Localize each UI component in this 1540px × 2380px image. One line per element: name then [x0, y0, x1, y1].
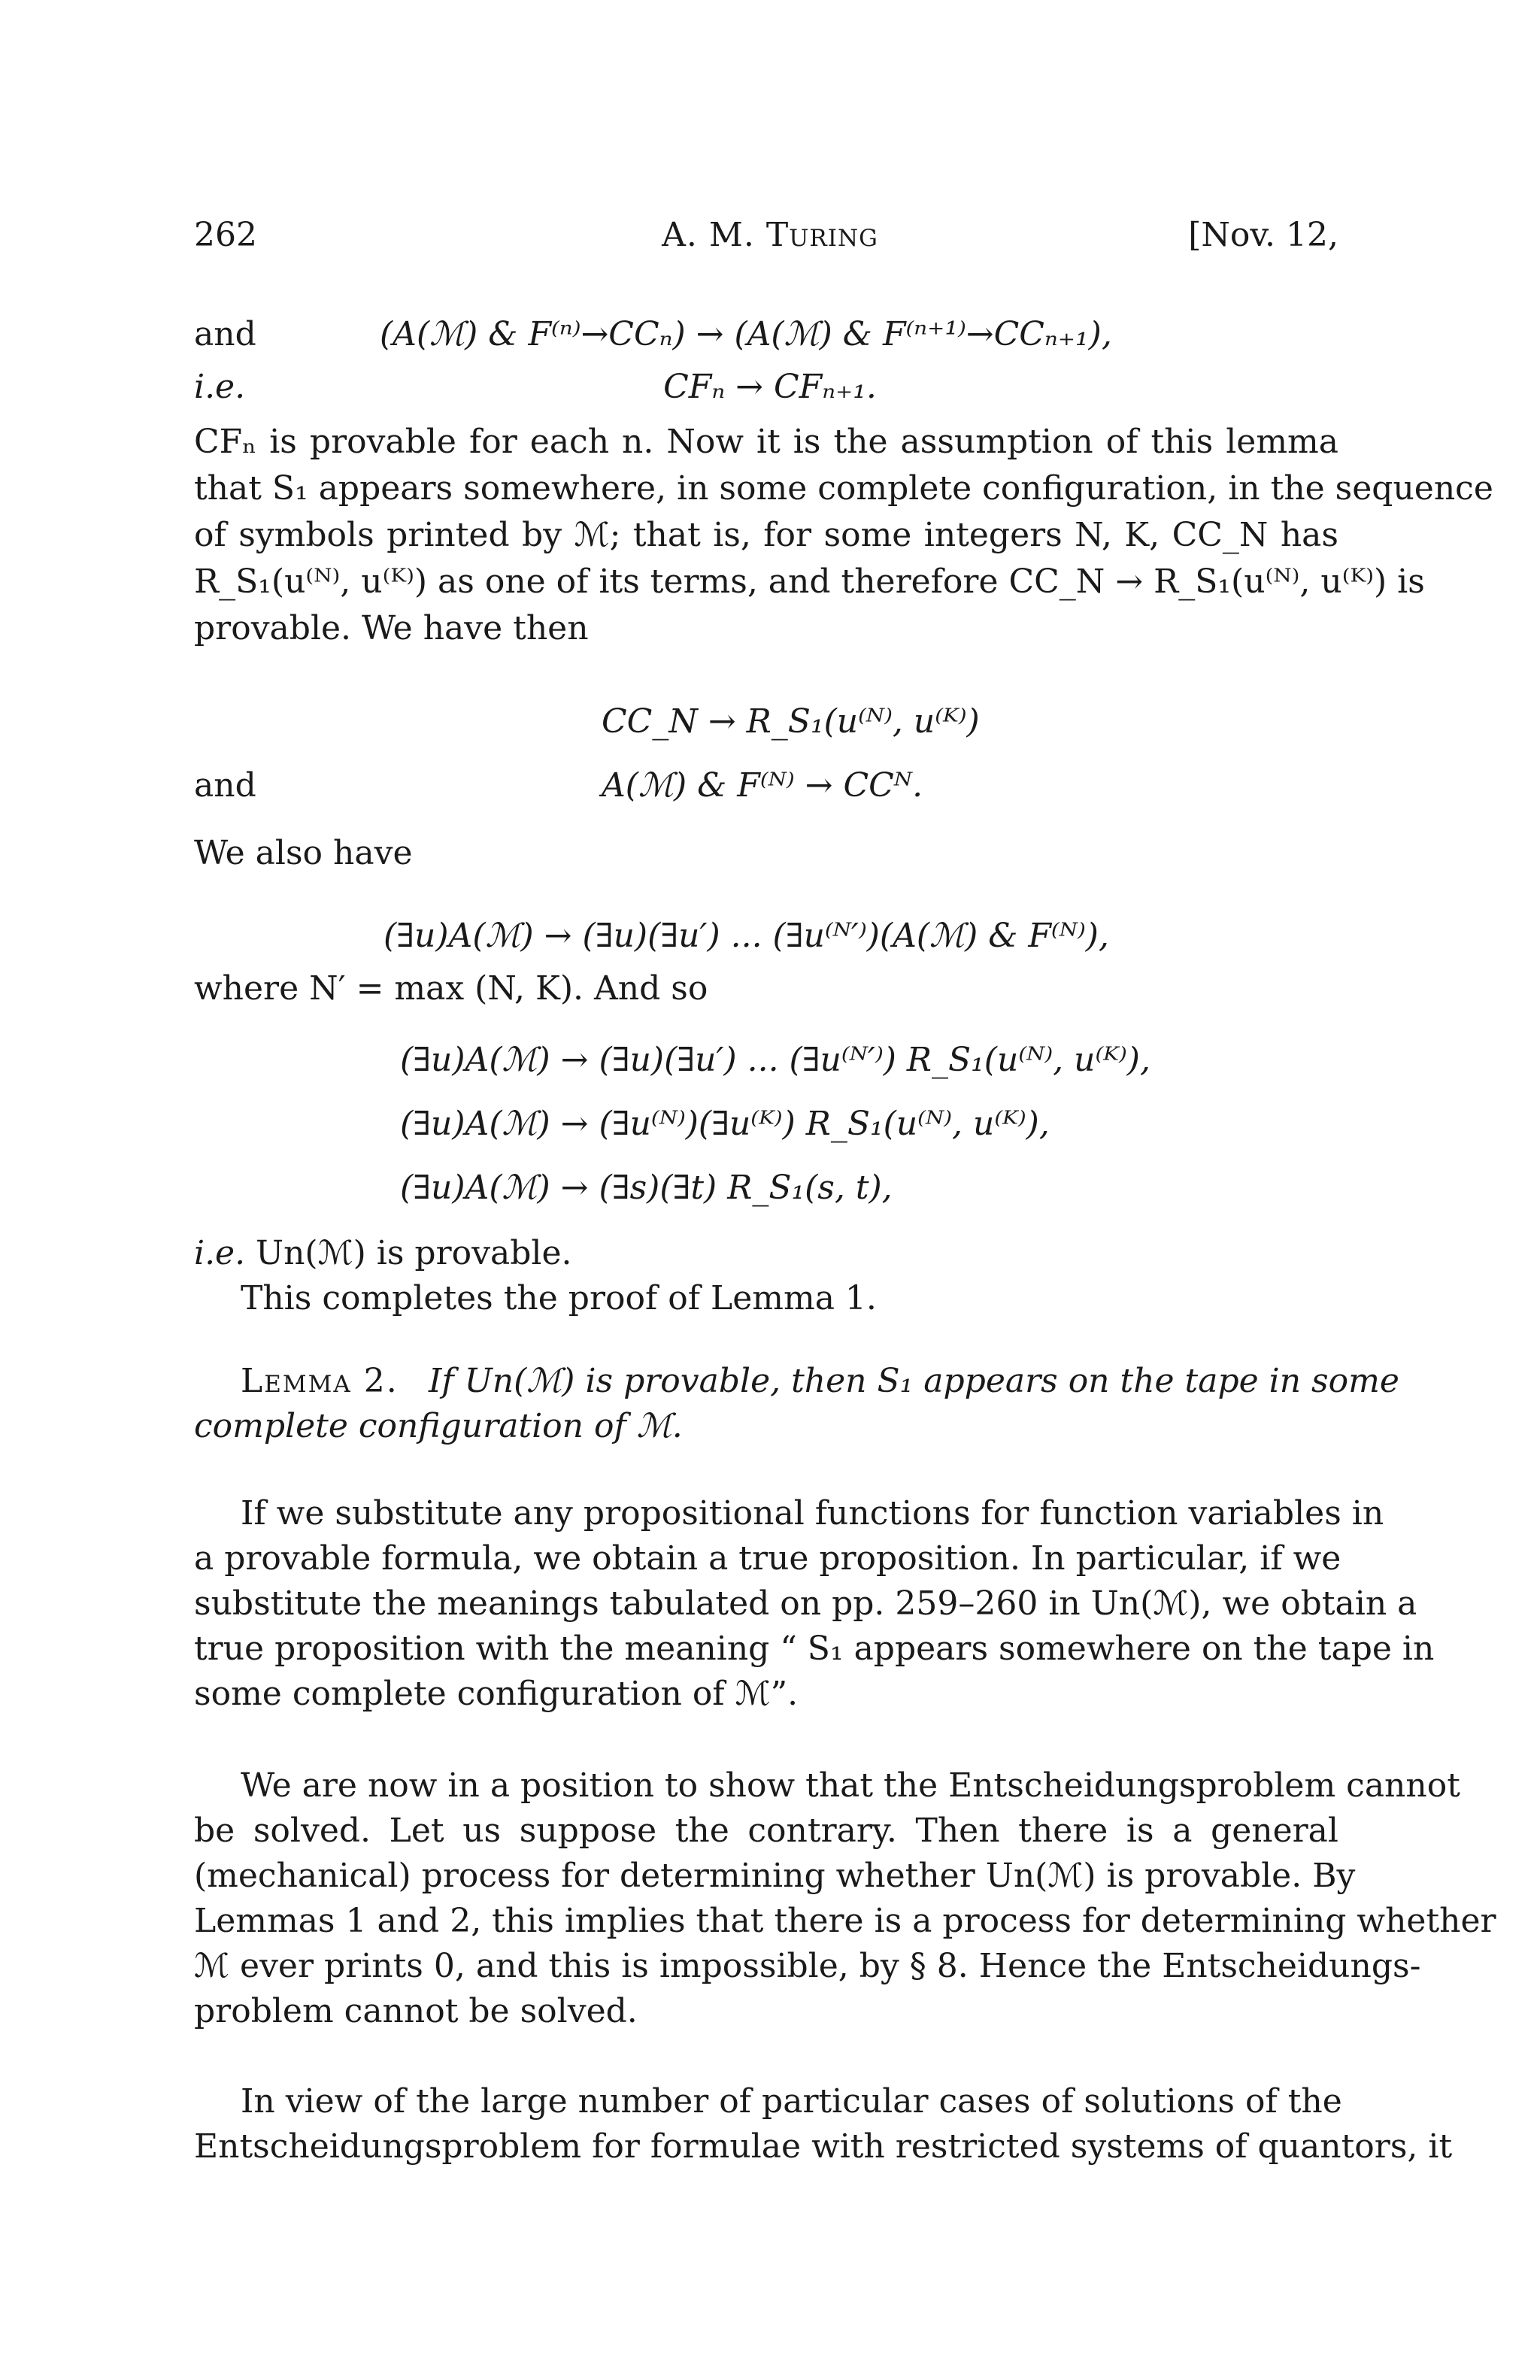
- para3-line-1: We are now in a position to show that the Entscheidungsproblem cannot: [241, 1766, 1460, 1805]
- para3-line-3: (mechanical) process for determining whether Un(ℳ) is provable. By: [194, 1857, 1356, 1895]
- label-and-1: and: [194, 315, 256, 353]
- para3-line-2: be solved. Let us suppose the contrary. Then there is a general: [194, 1812, 1338, 1850]
- para2-line-4: true proposition with the meaning “ S₁ appears somewhere on the tape in: [194, 1630, 1435, 1668]
- para1-line-4: R_S₁(u⁽ᴺ⁾, u⁽ᴷ⁾) as one of its terms, and therefore CC_N → R_S₁(u⁽ᴺ⁾, u⁽ᴷ⁾) is: [194, 562, 1425, 601]
- header-date: [Nov. 12,: [1188, 216, 1338, 254]
- para2-line-1: If we substitute any propositional functions for function variables in: [241, 1494, 1384, 1533]
- equation-so-1: (∃u)A(ℳ) → (∃u)(∃u′) ... (∃u⁽ᴺ′⁾) R_S₁(u⁽ᴺ⁾, u⁽ᴷ⁾),: [400, 1041, 1150, 1079]
- equation-so-3: (∃u)A(ℳ) → (∃s)(∃t) R_S₁(s, t),: [400, 1169, 893, 1207]
- equation-then: CC_N → R_S₁(u⁽ᴺ⁾, u⁽ᴷ⁾): [602, 702, 980, 741]
- label-and-2: and: [194, 766, 256, 805]
- para1-line-1: CFₙ is provable for each n. Now it is the assumption of this lemma: [194, 423, 1338, 461]
- ie-provable-line: Un(ℳ) is provable.: [256, 1234, 572, 1272]
- para2-line-5: some complete configuration of ℳ”.: [194, 1675, 799, 1713]
- lemma2-statement-2: complete configuration of ℳ.: [194, 1407, 683, 1445]
- equation-and-1: (A(ℳ) & F⁽ⁿ⁾→CCₙ) → (A(ℳ) & F⁽ⁿ⁺¹⁾→CCₙ₊₁),: [380, 315, 1112, 353]
- para1-line-5: provable. We have then: [194, 609, 589, 647]
- para4-line-2: Entscheidungsproblem for formulae with restricted systems of quantors, it: [194, 2127, 1453, 2166]
- para3-line-4: Lemmas 1 and 2, this implies that there is a process for determining whether: [194, 1902, 1496, 1940]
- equation-ie-1: CFₙ → CFₙ₊₁.: [663, 368, 877, 406]
- equation-also: (∃u)A(ℳ) → (∃u)(∃u′) ... (∃u⁽ᴺ′⁾)(A(ℳ) & F⁽ᴺ⁾),: [383, 917, 1109, 955]
- lemma1-complete: This completes the proof of Lemma 1.: [241, 1279, 877, 1317]
- equation-and-2: A(ℳ) & F⁽ᴺ⁾ → CCᴺ.: [602, 766, 923, 805]
- para2-line-3: substitute the meanings tabulated on pp. 259–260 in Un(ℳ), we obtain a: [194, 1584, 1417, 1623]
- para2-line-2: a provable formula, we obtain a true proposition. In particular, if we: [194, 1539, 1341, 1578]
- lemma2-statement-1: If Un(ℳ) is provable, then S₁ appears on the tape in some: [429, 1362, 1399, 1400]
- label-ie-2: i.e.: [194, 1234, 246, 1272]
- para4-line-1: In view of the large number of particular cases of solutions of the: [241, 2082, 1342, 2121]
- para3-line-6: problem cannot be solved.: [194, 1992, 638, 2030]
- lemma2-label: Lemma 2.: [241, 1362, 399, 1400]
- where-line: where N′ = max (N, K). And so: [194, 969, 708, 1008]
- running-title: A. M. Turing: [662, 216, 878, 254]
- para3-line-5: ℳ ever prints 0, and this is impossible, by § 8. Hence the Entscheidungs-: [194, 1947, 1421, 1985]
- equation-so-2: (∃u)A(ℳ) → (∃u⁽ᴺ⁾)(∃u⁽ᴷ⁾) R_S₁(u⁽ᴺ⁾, u⁽ᴷ⁾),: [400, 1105, 1050, 1143]
- label-ie-1: i.e.: [194, 368, 246, 406]
- para1-line-3: of symbols printed by ℳ; that is, for some integers N, K, CC_N has: [194, 516, 1338, 554]
- page-number: 262: [194, 216, 257, 254]
- para1-line-2: that S₁ appears somewhere, in some complete configuration, in the sequence: [194, 469, 1493, 508]
- we-also-have: We also have: [194, 834, 413, 872]
